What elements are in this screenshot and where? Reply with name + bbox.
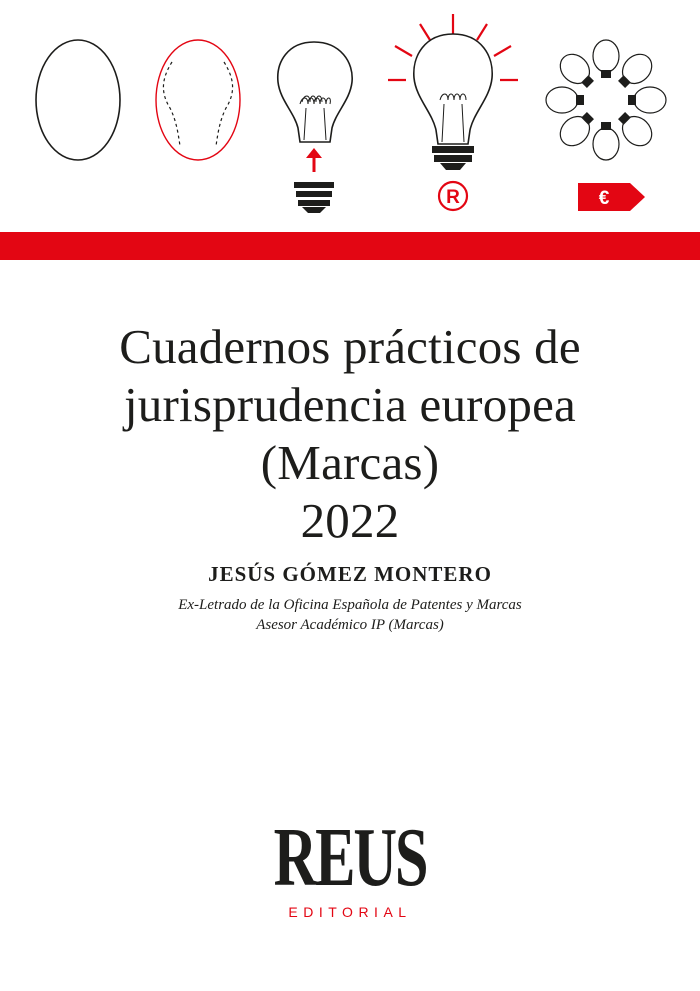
publisher-subtitle: EDITORIAL <box>288 904 412 920</box>
publisher-logo <box>0 811 700 920</box>
registered-symbol: R <box>446 187 460 208</box>
dashed-bulb-sketch-icon <box>156 40 240 160</box>
egg-outline-icon <box>36 40 120 160</box>
euro-symbol: € <box>598 188 610 209</box>
lit-bulb-registered-icon <box>388 14 518 210</box>
author-name: JESÚS GÓMEZ MONTERO <box>208 562 492 586</box>
book-title <box>0 318 700 550</box>
bulb-with-socket-icon <box>278 42 352 213</box>
title-line-2: jurisprudencia europea <box>123 377 576 432</box>
euro-price-tag-icon <box>578 183 645 211</box>
title-line-1: Cuadernos prácticos de <box>119 319 581 374</box>
title-line-4: 2022 <box>300 493 400 548</box>
bulb-evolution-illustration <box>0 0 700 230</box>
cover-illustration-strip <box>0 0 700 230</box>
bulb-ring-euro-icon <box>546 40 666 211</box>
publisher-name: REUS <box>273 811 427 904</box>
author-affiliation-2: Asesor Académico IP (Marcas) <box>256 617 444 633</box>
title-line-3: (Marcas) <box>260 435 440 490</box>
red-divider-band <box>0 232 700 260</box>
author-affiliation-1: Ex-Letrado de la Oficina Española de Patentes y Marcas <box>178 597 522 613</box>
